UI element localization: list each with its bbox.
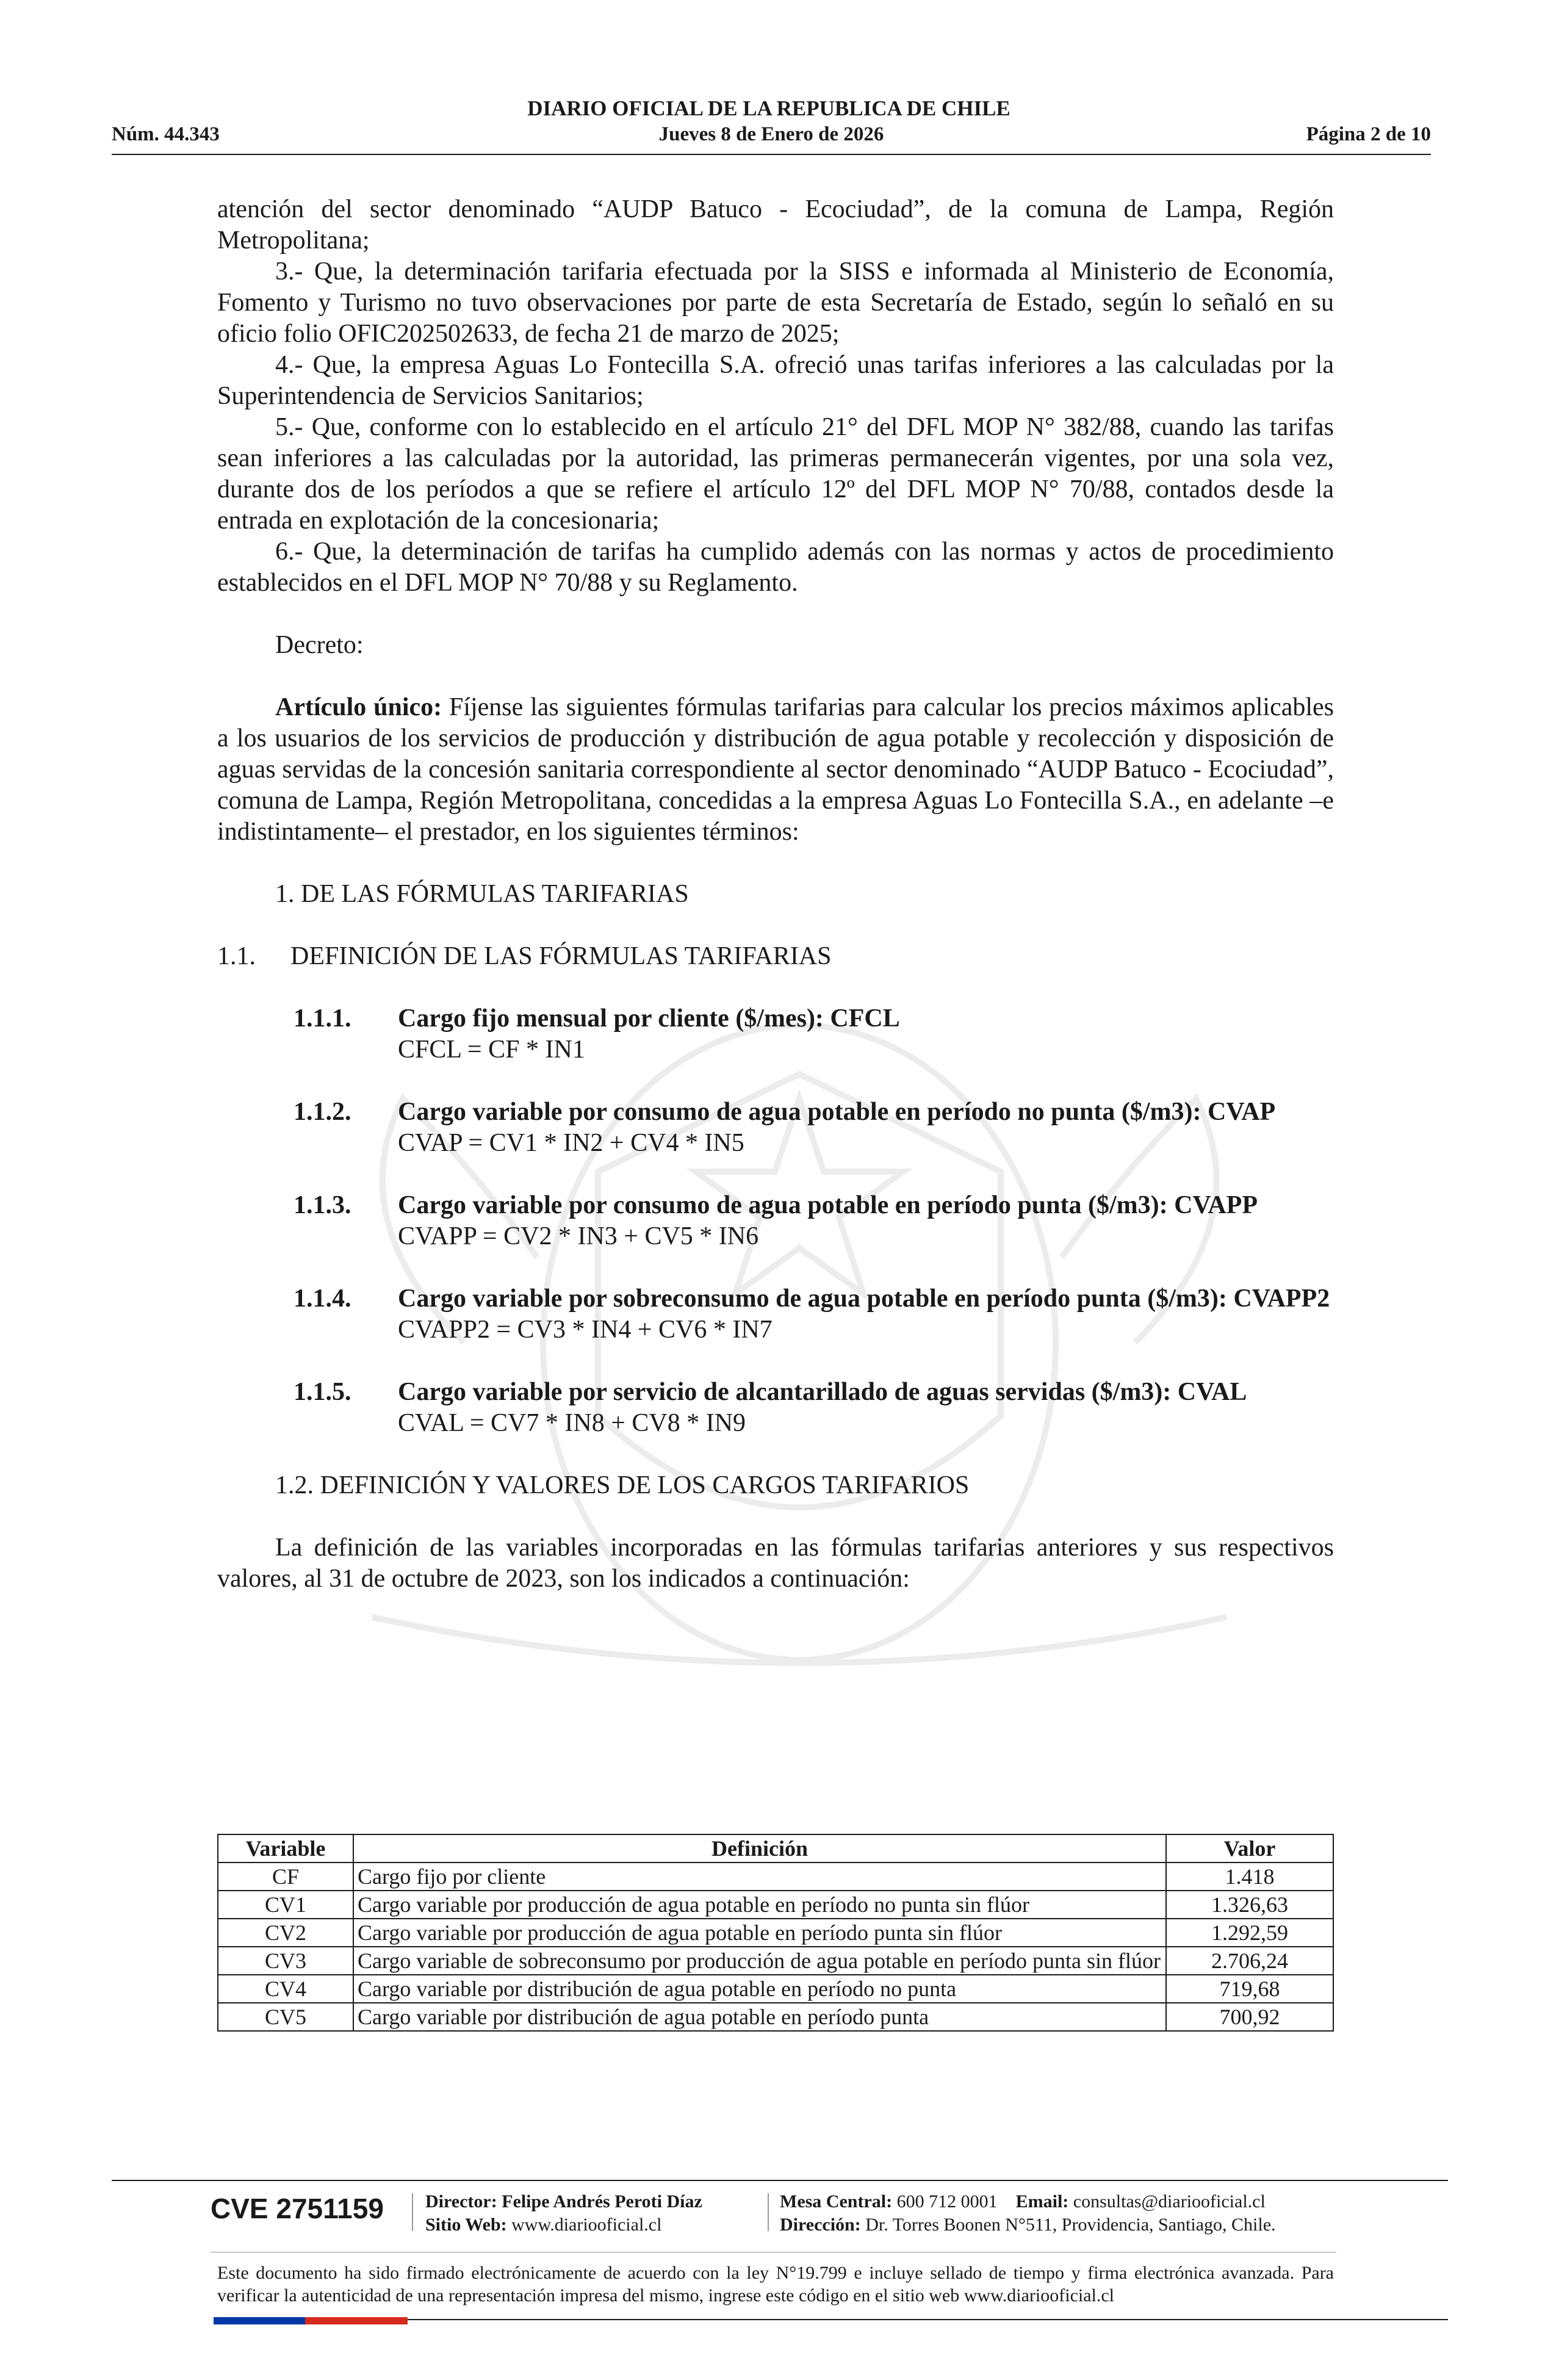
formula-number: 1.1.3. xyxy=(294,1191,351,1219)
table-intro: La definición de las variables incorporadas en las fórmulas tarifarias anteriores y sus respectivos valores, al 31 de octubre de 2023, son los indicados a continuación: xyxy=(217,1534,1334,1593)
formula-item xyxy=(217,1003,1334,1066)
page-indicator: Página 2 de 10 xyxy=(1306,123,1431,145)
section-heading-1: 1. DE LAS FÓRMULAS TARIFARIAS xyxy=(275,880,689,908)
formula-number: 1.1.5. xyxy=(294,1378,351,1406)
cell-variable: CF xyxy=(218,1863,353,1891)
formula-item xyxy=(217,1097,1334,1159)
cell-definition: Cargo variable de sobreconsumo por producción de agua potable en período punta sin flúor xyxy=(353,1947,1166,1975)
cell-variable: CV3 xyxy=(218,1947,353,1975)
table-row xyxy=(218,1947,1333,1975)
column-header-variable: Variable xyxy=(218,1834,353,1863)
column-header-definition: Definición xyxy=(353,1834,1166,1863)
issue-number: Núm. 44.343 xyxy=(112,123,220,145)
footer-contact: Mesa Central: 600 712 0001 Email: consultas@diariooficial.cl xyxy=(780,2191,1266,2212)
formula-title: Cargo variable por consumo de agua potable en período punta ($/m3): CVAPP xyxy=(398,1191,1258,1219)
cell-definition: Cargo fijo por cliente xyxy=(353,1863,1166,1891)
section-title: DEFINICIÓN DE LAS FÓRMULAS TARIFARIAS xyxy=(290,942,832,970)
article-text: Fíjense las siguientes fórmulas tarifarias para calcular los precios máximos aplicables a los usuarios de los servicios de producción y distribución de agua potable y recolección y disposición de aguas servidas de la concesión sanitaria correspondiente al sector denominado “AUDP Batuco - Ecociudad”, comuna de Lampa, Región Metropolitana, concedidas a la empresa Aguas Lo Fontecilla S.A., en adelante –e indistintamente– el prestador, en los siguientes términos: xyxy=(217,693,1334,846)
website-link[interactable]: www.diariooficial.cl xyxy=(506,2215,662,2235)
header-row xyxy=(112,123,1431,150)
formula-title: Cargo variable por sobreconsumo de agua potable en período punta ($/m3): CVAPP2 xyxy=(398,1285,1330,1313)
recital-paragraph: 5.- Que, conforme con lo establecido en el artículo 21° del DFL MOP N° 382/88, cuando las tarifas sean inferiores a las calculadas por la autoridad, las primeras permanecerán vigentes, por una sola vez, durante dos de los períodos a que se refiere el artículo 12º del DFL MOP N° 70/88, contados desde la entrada en explotación de la concesionaria; xyxy=(217,413,1334,535)
recital-paragraph: atención del sector denominado “AUDP Batuco - Ecociudad”, de la comuna de Lampa, Región Metropolitana; xyxy=(217,195,1334,254)
cell-definition: Cargo variable por producción de agua potable en período no punta sin flúor xyxy=(353,1891,1166,1919)
formula-item xyxy=(217,1283,1334,1346)
cell-variable: CV2 xyxy=(218,1919,353,1947)
footer-separator xyxy=(412,2193,413,2231)
formula-number: 1.1.1. xyxy=(294,1004,351,1033)
signature-notice: Este documento ha sido firmado electrónicamente de acuerdo con la ley N°19.799 e incluye sellado de tiempo y firma electrónica avanzada. Para verificar la autenticidad de una representación impresa del mismo, ingrese este código en el sitio web www.diariooficial.cl xyxy=(217,2263,1334,2306)
formula-number: 1.1.2. xyxy=(294,1098,351,1126)
article-paragraph xyxy=(217,692,1334,848)
decree-label: Decreto: xyxy=(275,631,364,659)
footer-divider xyxy=(112,2180,1448,2181)
cell-variable: CV4 xyxy=(218,1975,353,2003)
cve-code: CVE 2751159 xyxy=(211,2193,384,2224)
section-heading-1-1 xyxy=(217,941,1334,972)
recitals xyxy=(217,194,1334,1595)
cell-variable: CV5 xyxy=(218,2003,353,2031)
formula-number: 1.1.4. xyxy=(294,1285,351,1313)
formula-expression: CVAL = CV7 * IN8 + CV8 * IN9 xyxy=(398,1409,746,1437)
cell-variable: CV1 xyxy=(218,1891,353,1919)
cell-definition: Cargo variable por distribución de agua potable en período no punta xyxy=(353,1975,1166,2003)
table-row xyxy=(218,2003,1333,2031)
section-number: 1.1. xyxy=(217,942,256,970)
formula-expression: CVAPP2 = CV3 * IN4 + CV6 * IN7 xyxy=(398,1316,773,1344)
formula-expression: CVAPP = CV2 * IN3 + CV5 * IN6 xyxy=(398,1222,759,1250)
recital-paragraph: 6.- Que, la determinación de tarifas ha cumplido además con las normas y actos de procedimiento establecidos en el DFL MOP N° 70/88 y su Reglamento. xyxy=(217,538,1334,597)
cell-value: 719,68 xyxy=(1166,1975,1333,2003)
flag-bar-blue xyxy=(214,2317,305,2324)
column-header-value: Valor xyxy=(1166,1834,1333,1863)
cell-definition: Cargo variable por producción de agua potable en período punta sin flúor xyxy=(353,1919,1166,1947)
footer-separator xyxy=(768,2193,769,2231)
formula-title: Cargo variable por servicio de alcantarillado de aguas servidas ($/m3): CVAL xyxy=(398,1378,1247,1406)
table-row xyxy=(218,1919,1333,1947)
cell-value: 1.326,63 xyxy=(1166,1891,1333,1919)
cell-value: 700,92 xyxy=(1166,2003,1333,2031)
cell-value: 1.418 xyxy=(1166,1863,1333,1891)
recital-paragraph: 4.- Que, la empresa Aguas Lo Fontecilla S.A. ofreció unas tarifas inferiores a las calculadas por la Superintendencia de Servicios Sanitarios; xyxy=(217,351,1334,410)
formula-expression: CFCL = CF * IN1 xyxy=(398,1036,585,1064)
table-row xyxy=(218,1863,1333,1891)
email-link[interactable]: consultas@diariooficial.cl xyxy=(1068,2191,1266,2212)
table-row xyxy=(218,1975,1333,2003)
issue-date: Jueves 8 de Enero de 2026 xyxy=(658,123,884,145)
header-divider xyxy=(112,154,1431,155)
flag-bar-red xyxy=(305,2317,408,2324)
footer-address: Dirección: Dr. Torres Boonen N°511, Providencia, Santiago, Chile. xyxy=(780,2215,1276,2235)
cell-definition: Cargo variable por distribución de agua potable en período punta xyxy=(353,2003,1166,2031)
tariff-variables-table xyxy=(217,1834,1334,2032)
cell-value: 1.292,59 xyxy=(1166,1919,1333,1947)
recital-paragraph: 3.- Que, la determinación tarifaria efectuada por la SISS e informada al Ministerio de Economía, Fomento y Turismo no tuvo observaciones por parte de esta Secretaría de Estado, según lo señaló en su oficio folio OFIC202502633, de fecha 21 de marzo de 2025; xyxy=(217,258,1334,348)
article-label: Artículo único: xyxy=(275,693,442,721)
cell-value: 2.706,24 xyxy=(1166,1947,1333,1975)
footer-bottom-rule xyxy=(408,2319,1448,2320)
formula-item xyxy=(217,1190,1334,1252)
newspaper-title: DIARIO OFICIAL DE LA REPUBLICA DE CHILE xyxy=(527,96,1010,120)
formula-title: Cargo variable por consumo de agua potable en período no punta ($/m3): CVAP xyxy=(398,1098,1276,1126)
formula-item xyxy=(217,1377,1334,1439)
formula-title: Cargo fijo mensual por cliente ($/mes): CFCL xyxy=(398,1004,900,1033)
section-heading-1-2: 1.2. DEFINICIÓN Y VALORES DE LOS CARGOS TARIFARIOS xyxy=(275,1471,970,1499)
table-row xyxy=(218,1891,1333,1919)
footer-website: Sitio Web: www.diariooficial.cl xyxy=(425,2215,662,2235)
formula-expression: CVAP = CV1 * IN2 + CV4 * IN5 xyxy=(398,1129,744,1157)
table-header-row xyxy=(218,1834,1333,1863)
footer-director: Director: Felipe Andrés Peroti Díaz xyxy=(425,2191,702,2212)
